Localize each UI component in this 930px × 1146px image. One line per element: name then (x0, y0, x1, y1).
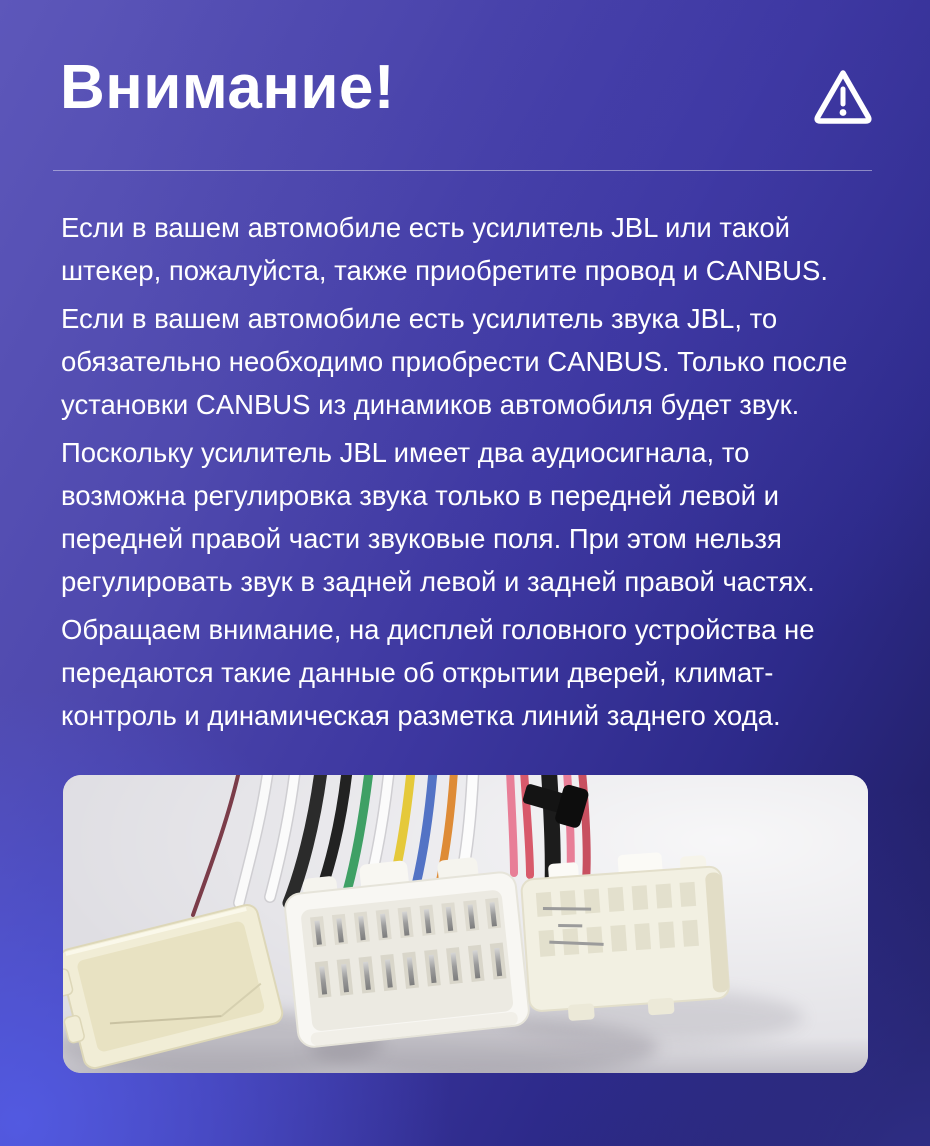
notice-text (61, 206, 873, 742)
paragraph-sound-fields: Поскольку усилитель JBL имеет два аудиосигнала, то возможна регулировка звука только в передней левой и передней правой части звуковые поля. При этом нельзя регулировать звук в задней левой и задней правой частях. (61, 437, 815, 597)
wiring-harness-photo (63, 775, 868, 1073)
paragraph-jbl-plug: Если в вашем автомобиле есть усилитель JBL или такой штекер, пожалуйста, также приобретите провод и CANBUS. (61, 212, 828, 286)
right-connector (520, 848, 731, 1024)
paragraph-canbus-required: Если в вашем автомобиле есть усилитель звука JBL, то обязательно необходимо приобрести CANBUS. Только после установки CANBUS из динамиков автомобиля будет звук. (61, 303, 848, 420)
page-title: Внимание! (60, 53, 396, 122)
divider (53, 170, 872, 171)
middle-connector (281, 849, 530, 1048)
warning-triangle-icon (810, 64, 876, 130)
paragraph-display-data: Обращаем внимание, на дисплей головного устройства не передаются такие данные об открытии дверей, климат-контроль и динамическая разметка линий заднего хода. (61, 614, 815, 731)
